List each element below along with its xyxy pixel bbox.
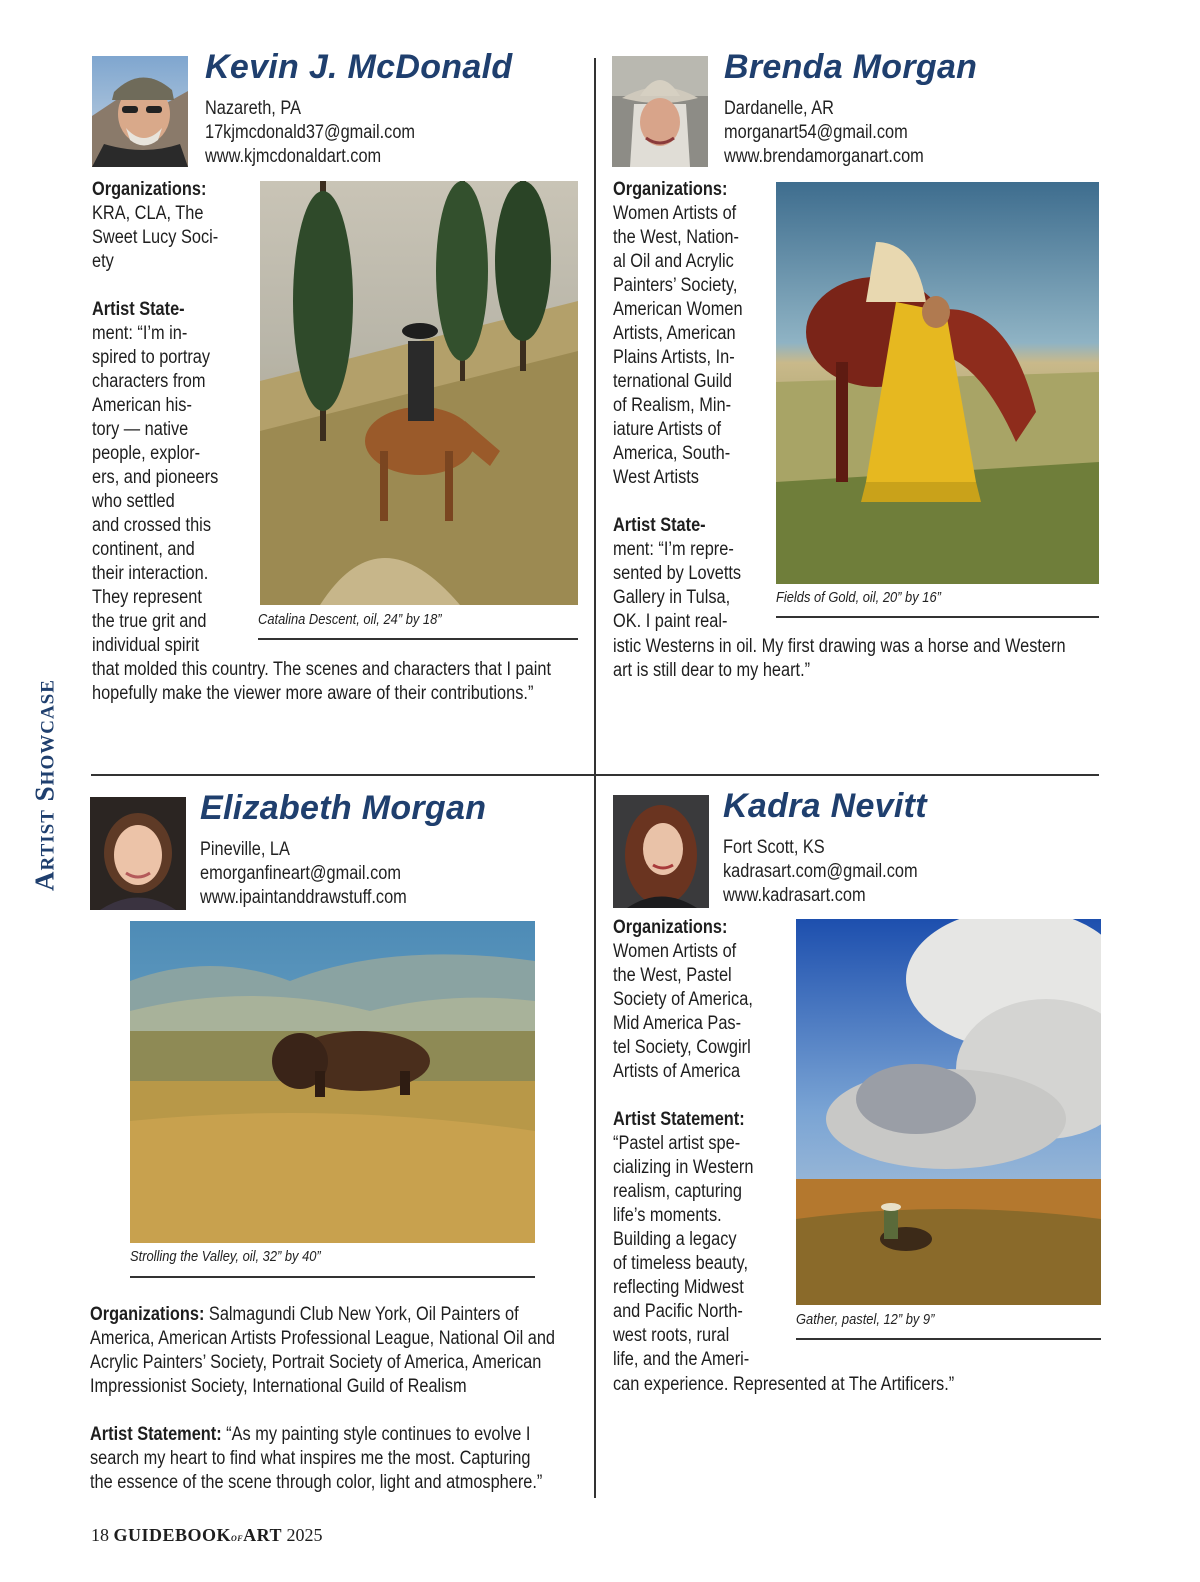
text-line: KRA, CLA, The [92, 203, 204, 224]
text-line: characters from [92, 371, 206, 392]
text-line: continent, and [92, 539, 195, 560]
text-line: the true grit and [92, 611, 207, 632]
text-line [613, 490, 749, 514]
text-line: ternational Guild [613, 371, 733, 392]
text-line: Painters’ Society, [613, 275, 738, 296]
text-line: can experience. Represented at The Artificers.” [613, 1374, 955, 1395]
text-line: ment: “I’m in- [92, 323, 188, 344]
column-divider-bottom [594, 776, 596, 1498]
text-line: iature Artists of [613, 419, 722, 440]
text-line: search my heart to find what inspires me the most. Capturing [90, 1448, 531, 1469]
text-line: people, explor- [92, 443, 201, 464]
text-line: individual spirit [92, 635, 200, 656]
text-line: American Women [613, 299, 743, 320]
text-line: American his- [92, 395, 192, 416]
website-link[interactable]: www.kadrasart.com [723, 885, 866, 906]
text-line: Women Artists of [613, 941, 737, 962]
text-line: Acrylic Painters’ Society, Portrait Society of America, American [90, 1352, 542, 1373]
organizations-text [90, 1303, 555, 1399]
organizations-label: Organizations: [90, 1304, 205, 1325]
bottom-text [92, 658, 551, 706]
text-line: America, South- [613, 443, 731, 464]
artist-name: Kadra Nevitt [723, 787, 927, 825]
statement-text [90, 1423, 542, 1495]
section-label: Artist Showcase [29, 679, 60, 891]
text-line: Society of America, [613, 989, 753, 1010]
text-line: America, American Artists Professional League, National Oil and [90, 1328, 556, 1349]
text-line: hopefully make the viewer more aware of their contributions.” [92, 683, 534, 704]
text-line: realism, capturing [613, 1181, 742, 1202]
text-line: ment: “I’m repre- [613, 539, 734, 560]
text-line: Artists of America [613, 1061, 741, 1082]
website-link[interactable]: www.brendamorganart.com [724, 146, 924, 167]
text-line: of Realism, Min- [613, 395, 732, 416]
artist-portrait [90, 797, 186, 910]
text-line: spired to portray [92, 347, 211, 368]
painting-fields-of-gold [776, 182, 1099, 584]
contact-block [724, 97, 956, 169]
caption-rule [258, 638, 578, 640]
text-line: sented by Lovetts [613, 563, 742, 584]
text-line: ety [92, 251, 114, 272]
statement-label: Artist Statement: [90, 1424, 222, 1445]
text-line: art is still dear to my heart.” [613, 660, 811, 681]
email-link[interactable]: kadrasart.com@gmail.com [723, 861, 918, 882]
location: Nazareth, PA [205, 98, 301, 119]
text-line: and crossed this [92, 515, 211, 536]
side-text [92, 178, 224, 658]
painting-caption: Gather, pastel, 12” by 9” [796, 1311, 935, 1328]
text-line: al Oil and Acrylic [613, 251, 734, 272]
artist-name: Kevin J. McDonald [205, 48, 513, 86]
text-line: ers, and pioneers [92, 467, 219, 488]
painting-caption: Fields of Gold, oil, 20” by 16” [776, 589, 941, 606]
column-divider-top [594, 58, 596, 774]
text-line: Mid America Pas- [613, 1013, 742, 1034]
email-link[interactable]: morganart54@gmail.com [724, 122, 908, 143]
text-line: tel Society, Cowgirl [613, 1037, 751, 1058]
text-line: the West, Pastel [613, 965, 732, 986]
text-line: and Pacific North- [613, 1301, 743, 1322]
text-line [92, 274, 224, 298]
text-line: Women Artists of [613, 203, 737, 224]
text-line: cializing in Western [613, 1157, 754, 1178]
artist-portrait [612, 56, 708, 167]
artist-name: Brenda Morgan [724, 48, 978, 86]
side-text [613, 916, 759, 1372]
painting-gather [796, 919, 1101, 1305]
text-line: the essence of the scene through color, light and atmosphere.” [90, 1472, 543, 1493]
painting-strolling-the-valley [130, 921, 535, 1243]
location: Fort Scott, KS [723, 837, 825, 858]
bottom-text [613, 635, 1066, 683]
text-line [613, 1084, 759, 1108]
email-link[interactable]: 17kjmcdonald37@gmail.com [205, 122, 416, 143]
text-line: west roots, rural [613, 1325, 730, 1346]
painting-caption: Catalina Descent, oil, 24” by 18” [258, 611, 442, 628]
text-line: reflecting Midwest [613, 1277, 744, 1298]
text-line: Artists, American [613, 323, 736, 344]
text-line: Organizations: [613, 917, 728, 938]
website-link[interactable]: www.kjmcdonaldart.com [205, 146, 382, 167]
text-line: the West, Nation- [613, 227, 739, 248]
text-line: Artist State- [613, 515, 706, 536]
text-line: Gallery in Tulsa, [613, 587, 731, 608]
text-line: “Pastel artist spe- [613, 1133, 741, 1154]
page-number: 18 [91, 1525, 109, 1545]
section-sidebar [20, 660, 70, 910]
caption-rule [130, 1276, 535, 1278]
contact-block [200, 838, 440, 910]
text-line: Artist State- [92, 299, 185, 320]
text-line: Plains Artists, In- [613, 347, 735, 368]
text-line: They represent [92, 587, 202, 608]
painting-catalina-descent [260, 181, 578, 605]
side-text [613, 178, 749, 634]
location: Dardanelle, AR [724, 98, 834, 119]
artist-portrait [613, 795, 709, 908]
contact-block [205, 97, 449, 169]
page-footer [91, 1525, 323, 1546]
caption-rule [796, 1338, 1101, 1340]
text-line: West Artists [613, 467, 699, 488]
text-line: Artist Statement: “As my painting style continues to evolve I [90, 1424, 531, 1445]
text-line: Sweet Lucy Soci- [92, 227, 219, 248]
text-line: istic Westerns in oil. My first drawing was a horse and Western [613, 636, 1066, 657]
text-line: Organizations: Salmagundi Club New York, Oil Painters of [90, 1304, 519, 1325]
text-line: Building a legacy [613, 1229, 737, 1250]
contact-block [723, 836, 949, 908]
text-line: that molded this country. The scenes and characters that I paint [92, 659, 551, 680]
painting-caption: Strolling the Valley, oil, 32” by 40” [130, 1248, 321, 1265]
text-line: who settled [92, 491, 175, 512]
publication-name: GUIDEBOOKofART [113, 1525, 283, 1545]
artist-name: Elizabeth Morgan [200, 789, 487, 827]
text-line: life, and the Ameri- [613, 1349, 750, 1370]
text-line: life’s moments. [613, 1205, 722, 1226]
text-line: their interaction. [92, 563, 209, 584]
website-link[interactable]: www.ipaintanddrawstuff.com [200, 887, 407, 908]
text-line: Organizations: [92, 179, 207, 200]
publication-year: 2025 [286, 1525, 323, 1545]
artist-portrait [92, 56, 188, 167]
caption-rule [776, 616, 1099, 618]
text-line: Organizations: [613, 179, 728, 200]
text-line: Artist Statement: [613, 1109, 745, 1130]
email-link[interactable]: emorganfineart@gmail.com [200, 863, 401, 884]
text-line: Impressionist Society, International Guild of Realism [90, 1376, 467, 1397]
bottom-text [613, 1373, 954, 1397]
row-divider [91, 774, 1099, 776]
text-line: tory — native [92, 419, 189, 440]
text-line: of timeless beauty, [613, 1253, 749, 1274]
text-line: OK. I paint real- [613, 611, 728, 632]
location: Pineville, LA [200, 839, 290, 860]
